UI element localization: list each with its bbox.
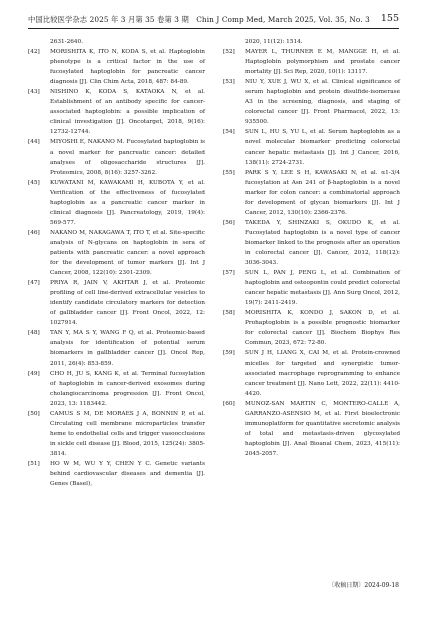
reference-number: [55] (223, 169, 235, 176)
reference-list-right (223, 47, 400, 459)
page-number: 155 (380, 13, 399, 24)
reference-text: MUNOZ-SAN MARTIN C, MONTERO-CALLE A, GARRANZO-ASENSIO M, et al. First bioelectronic immunoplatform for quantitative secretomic analysis of total and metastasis-driven glycosylated haptoglobin [J]. Anal Bioanal Chem, 2023, 415(11): 2045-2057. (245, 400, 400, 457)
reference-text: MORISHITA K, KONDO J, SAKON D, et al. Prohaptoglobin is a possible prognostic biomarker for colorectal cancer [J]. Biochem Biophys Res Commun, 2023, 672: 72-80. (245, 310, 400, 347)
reference-text: MAYER L, THURNER E M, MANGGE H, et al. Haptoglobin polymorphism and prostate cancer mortality [J]. Sci Rep, 2020, 10(1): 13117. (245, 49, 400, 76)
reference-list-left (28, 47, 205, 489)
reference-text: PARK S Y, LEE S H, KAWASAKI N, et al. α1-3/4 fucosylation at Asn 241 of β-haptoglobin is a novel marker for colon cancer: a combinatorial approach for development of glycan biomarkers [J]. Int J Cancer, 2012, 130(10): 2366-2376. (245, 169, 400, 216)
reference-number: [44] (28, 139, 40, 146)
reference-number: [43] (28, 89, 40, 96)
reference-number: [60] (223, 400, 235, 407)
reference-number: [57] (223, 270, 235, 277)
reference-text: NIU Y, XUE J, WU X, et al. Clinical significance of serum haptoglobin and protein disulfide-isomerase A3 in the screening, diagnosis, and staging of colorectal cancer [J]. Front Pharmacol, 2022, 13: 935500. (245, 79, 400, 126)
reference-number: [53] (223, 79, 235, 86)
reference-number: [47] (28, 280, 40, 287)
reference-text: TAN Y, MA S Y, WANG F Q, et al. Proteomic-based analysis for identification of potential serum biomarkers in gallbladder cancer [J]. Oncol Rep, 2011, 26(4): 853-859. (50, 330, 205, 367)
received-date: 〔收稿日期〕2024-09-18 (328, 582, 399, 589)
reference-number: [56] (223, 219, 235, 226)
reference-text: NISHINO K, KODA S, KATAOKA N, et al. Establishment of an antibody specific for cancer-associated haptoglobin: a possible implication of clinical investigation [J]. Oncotarget, 2018, 9(16): 12732-12744. (50, 89, 205, 136)
reference-text: SUN L, PAN J, PENG L, et al. Combination of haptoglobin and osteopontin could predict colorectal cancer hepatic metastasis [J]. Ann Surg Oncol, 2012, 19(7): 2411-2419. (245, 270, 400, 307)
reference-entry (223, 218, 400, 268)
reference-number: [54] (223, 129, 235, 136)
reference-entry (223, 127, 400, 167)
reference-text: NAKANO M, NAKAGAWA T, ITO T, et al. Site-specific analysis of N-glycans on haptoglobin in sera of patients with pancreatic cancer: a novel approach for the development of tumor markers [J]. Int J Cancer, 2008, 122(10): 2301-2309. (50, 229, 205, 277)
reference-text: MIYOSHI E, NAKANO M. Fucosylated haptoglobin is a novel marker for pancreatic cancer: detailed analyses of oligosaccharide structures [J]. Proteomics, 2008, 8(16): 3257-3262. (50, 139, 205, 176)
reference-number: [52] (223, 49, 235, 56)
reference-text: SUN L, HU S, YU L, et al. Serum haptoglobin as a novel molecular biomarker predicting colorectal cancer hepatic metastasis [J]. Int J Cancer, 2016, 138(11): 2724-2731. (245, 129, 400, 166)
reference-text: SUN J H, LIANG X, CAI M, et al. Protein-crowned micelles for targeted and synergistic tumor-associated macrophage reprogramming to enhance cancer treatment [J]. Nano Lett, 2022, 22(11): 4410-4420. (245, 350, 400, 397)
reference-number: [42] (28, 49, 40, 56)
reference-entry (28, 87, 205, 137)
reference-text: CAMUS S M, DE MORAES J A, BONNIN P, et al. Circulating cell membrane microparticles transfer heme to endothelial cells and trigger vasoocclusions in sickle cell disease [J]. Blood, 2015, 125(24): 3805-3814. (50, 410, 205, 457)
reference-entry (28, 137, 205, 177)
reference-continuation: 2631-2640. (50, 39, 84, 45)
reference-entry (28, 178, 205, 228)
reference-text: MORISHITA K, ITO N, KODA S, et al. Haptoglobin phenotype is a critical factor in the use of fucosylated haptoglobin for pancreatic cancer diagnosis [J]. Clin Chim Acta, 2018, 487: 84-89. (50, 49, 205, 86)
references-column-right (223, 37, 400, 459)
reference-entry (28, 47, 205, 87)
reference-number: [48] (28, 330, 40, 337)
reference-number: [50] (28, 410, 40, 417)
reference-entry (223, 308, 400, 348)
journal-citation-line: 中国比较医学杂志 2025 年 3 月第 35 卷第 3 期 Chin J Comp Med, March 2025, Vol. 35, No. 3 (28, 15, 370, 24)
reference-number: [45] (28, 179, 40, 186)
reference-entry (223, 348, 400, 398)
reference-entry (28, 328, 205, 368)
reference-entry (28, 409, 205, 459)
reference-entry (28, 228, 205, 278)
reference-entry (28, 459, 205, 489)
references-column-left (28, 37, 205, 489)
reference-entry (28, 278, 205, 328)
reference-text: CHO H, JU S, KANG K, et al. Terminal fucosylation of haptoglobin in cancer-derived exosomes during cholangiocarcinoma progression [J]. Front Oncol, 2023, 13: 1183442. (50, 370, 205, 407)
running-header (28, 14, 399, 29)
reference-entry (223, 399, 400, 459)
reference-number: [59] (223, 350, 235, 357)
reference-text: HO W M, WU Y Y, CHEN Y C. Genetic variants behind cardiovascular diseases and dementia [J]. Genes (Basel), (50, 460, 205, 488)
reference-text: PRIYA R, JAIN V, AKHTAR J, et al. Proteomic profiling of cell line-derived extracellular vesicles to identify candidate circulatory markers for detection of gallbladder cancer [J]. Front Oncol, 2022, 12: 1027914. (50, 280, 205, 327)
reference-entry (223, 168, 400, 218)
reference-text: TAKEDA Y, SHINZAKI S, OKUDO K, et al. Fucosylated haptoglobin is a novel type of cancer biomarker linked to the prognosis after an operation in colorectal cancer [J]. Cancer, 2012, 118(12): 3036-3043. (245, 219, 400, 267)
reference-number: [49] (28, 370, 40, 377)
reference-number: [58] (223, 310, 235, 317)
reference-entry (223, 268, 400, 308)
reference-entry (28, 369, 205, 409)
reference-text: KUWATANI M, KAWAKAMI H, KUBOTA Y, et al. Verification of the effectiveness of fucosylated haptoglobin as a pancreatic cancer marker in clinical diagnosis [J]. Pancreatology, 2019, 19(4): 569-577. (50, 179, 205, 226)
reference-number: [51] (28, 460, 40, 467)
reference-entry (223, 77, 400, 127)
reference-entry (223, 47, 400, 77)
reference-continuation: 2020, 11(12): 1514. (245, 39, 303, 45)
reference-number: [46] (28, 229, 40, 236)
